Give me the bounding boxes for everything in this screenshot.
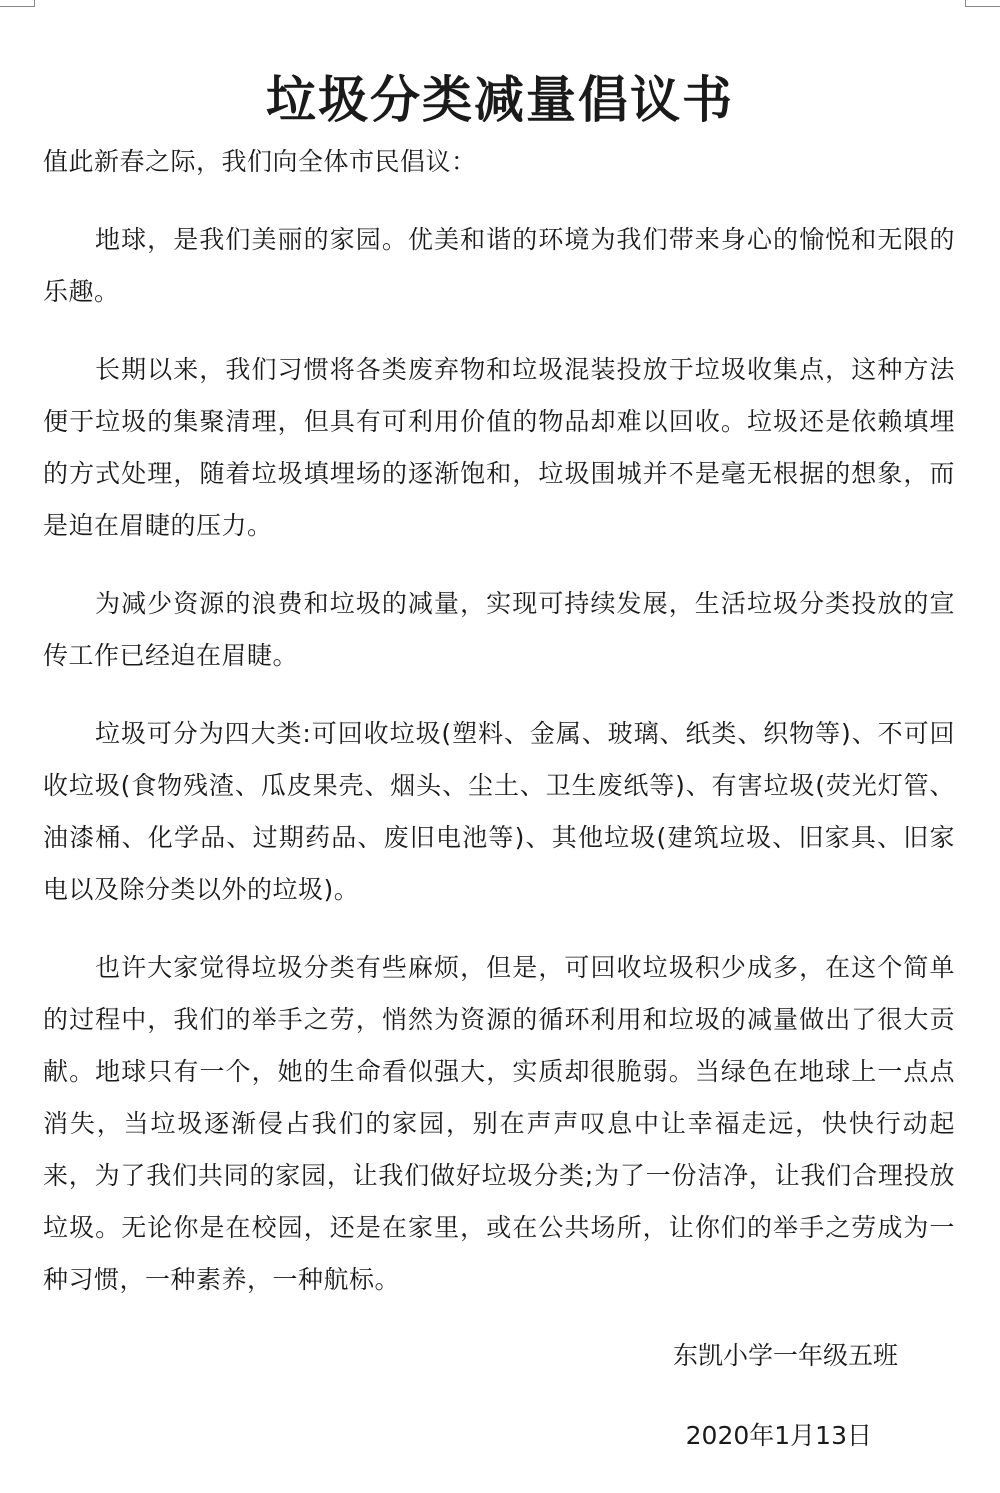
paragraph-call-to-action: 也许大家觉得垃圾分类有些麻烦，但是，可回收垃圾积少成多，在这个简单的过程中，我们的举手之劳，悄然为资源的循环利用和垃圾的减量做出了很大贡献。地球只有一个，她的生命看似强大，实质却很脆弱。当绿色在地球上一点点消失，当垃圾逐渐侵占我们的家园，别在声声叹息中让幸福走远，快快行动起来，为了我们共同的家园，让我们做好垃圾分类;为了一份洁净，让我们合理投放垃圾。无论你是在校园，还是在家里，或在公共场所，让你们的举手之劳成为一种习惯，一种素养，一种航标。 xyxy=(43,953,955,1294)
paragraph-intro: 地球，是我们美丽的家园。优美和谐的环境为我们带来身心的愉悦和无限的乐趣。 xyxy=(43,225,955,306)
crop-mark-left xyxy=(0,0,35,7)
paragraph-problem: 长期以来，我们习惯将各类废弃物和垃圾混装投放于垃圾收集点，这种方法便于垃圾的集聚清理，但具有可利用价值的物品却难以回收。垃圾还是依赖填埋的方式处理，随着垃圾填埋场的逐渐饱和，垃圾围城并不是毫无根据的想象，而是迫在眉睫的压力。 xyxy=(43,355,955,540)
paragraph-categories: 垃圾可分为四大类:可回收垃圾(塑料、金属、玻璃、纸类、织物等)、不可回收垃圾(食物残渣、瓜皮果壳、烟头、尘土、卫生废纸等)、有害垃圾(荧光灯管、油漆桶、化学品、过期药品、废旧电池等)、其他垃圾(建筑垃圾、旧家具、旧家电以及除分类以外的垃圾)。 xyxy=(43,719,955,904)
greeting: 值此新春之际，我们向全体市民倡议： xyxy=(43,147,477,176)
signature: 东凯小学一年级五班 xyxy=(672,1341,898,1370)
document-date: 2020年1月13日 xyxy=(685,1421,872,1450)
document-body xyxy=(43,136,955,1332)
crop-mark-right xyxy=(965,0,1000,7)
paragraph-purpose: 为减少资源的浪费和垃圾的减量，实现可持续发展，生活垃圾分类投放的宣传工作已经迫在眉睫。 xyxy=(43,589,955,670)
document-title: 垃圾分类减量倡议书 xyxy=(266,70,734,129)
